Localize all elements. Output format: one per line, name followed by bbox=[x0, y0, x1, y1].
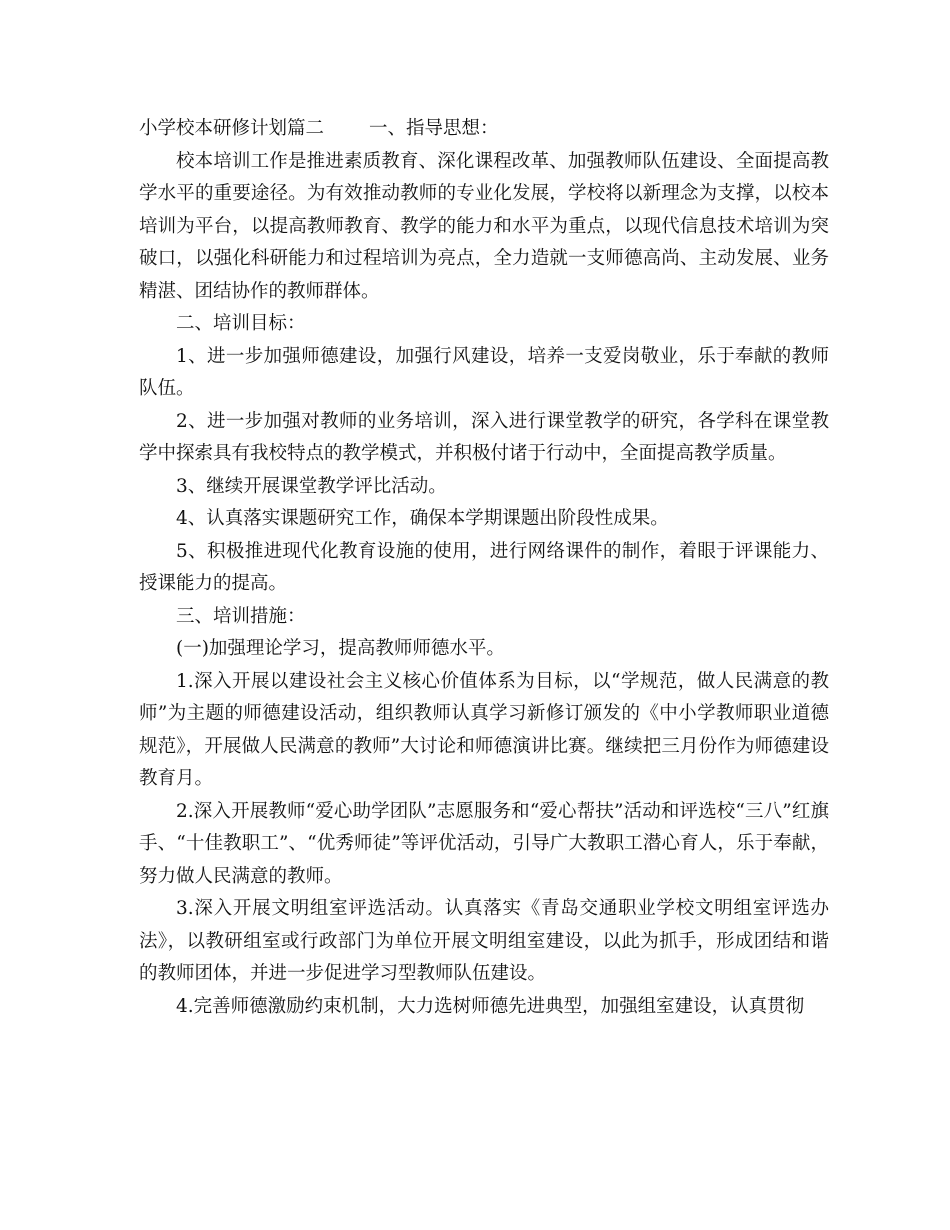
section-heading-1: 一、指导思想： bbox=[369, 118, 499, 139]
paragraph: 1、进一步加强师德建设，加强行风建设，培养一支爱岗敬业，乐于奉献的教师队伍。 bbox=[139, 345, 829, 399]
document-body bbox=[139, 113, 829, 1023]
paragraph: 5、积极推进现代化教育设施的使用，进行网络课件的制作，着眼于评课能力、授课能力的提高。 bbox=[139, 540, 829, 594]
paragraph: 1.深入开展以建设社会主义核心价值体系为目标，以“学规范，做人民满意的教师”为主题的师德建设活动，组织教师认真学习新修订颁发的《中小学教师职业道德规范》，开展做人民满意的教师”大讨论和师德演讲比赛。继续把三月份作为师德建设教育月。 bbox=[139, 670, 829, 789]
section-heading-3: 三、培训措施： bbox=[176, 605, 306, 627]
document-title: 小学校本研修计划篇二 bbox=[139, 118, 325, 139]
paragraph: 4、认真落实课题研究工作，确保本学期课题出阶段性成果。 bbox=[176, 508, 669, 529]
paragraph: 4.完善师德激励约束机制，大力选树师德先进典型，加强组室建设，认真贯彻 bbox=[176, 995, 805, 1017]
section-heading-2: 二、培训目标： bbox=[176, 313, 306, 334]
paragraph: 2、进一步加强对教师的业务培训，深入进行课堂教学的研究，各学科在课堂教学中探索具有我校特点的教学模式，并积极付诸于行动中，全面提高教学质量。 bbox=[139, 410, 829, 464]
paragraph: 3、继续开展课堂教学评比活动。 bbox=[176, 475, 447, 497]
paragraph: 校本培训工作是推进素质教育、深化课程改革、加强教师队伍建设、全面提高教学水平的重要途径。为有效推动教师的专业化发展，学校将以新理念为支撑，以校本培训为平台，以提高教师教育、教学的能力和水平为重点，以现代信息技术培训为突破口，以强化科研能力和过程培训为亮点，全力造就一支师德高尚、主动发展、业务精湛、团结协作的教师群体。 bbox=[139, 150, 829, 302]
paragraph: 3.深入开展文明组室评选活动。认真落实《青岛交通职业学校文明组室评选办法》，以教研组室或行政部门为单位开展文明组室建设，以此为抓手，形成团结和谐的教师团体，并进一步促进学习型教师队伍建设。 bbox=[139, 898, 829, 984]
title-line bbox=[139, 113, 829, 146]
subsection-heading: (一)加强理论学习，提高教师师德水平。 bbox=[176, 638, 505, 659]
paragraph: 2.深入开展教师“爱心助学团队”志愿服务和“爱心帮扶”活动和评选校“三八”红旗手、“十佳教职工”、“优秀师徒”等评优活动，引导广大教职工潜心育人，乐于奉献，努力做人民满意的教师。 bbox=[139, 800, 829, 887]
